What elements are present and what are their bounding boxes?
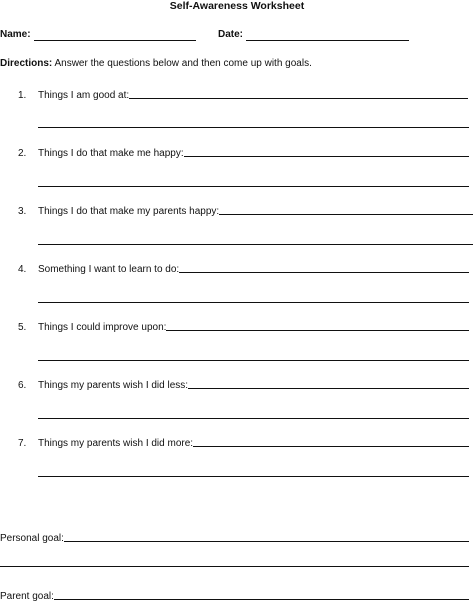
directions-label: Directions: [0,58,53,69]
question-number: 3. [18,206,27,217]
personal-goal [0,530,469,544]
answer-line[interactable] [184,156,469,157]
question-text: Things I do that make me happy: [38,148,184,159]
question-number: 4. [18,264,27,275]
answer-line-extra[interactable] [38,302,469,303]
worksheet-title: Self-Awareness Worksheet [169,0,305,12]
question-5 [18,319,469,333]
question-number: 5. [18,322,27,333]
question-text: Something I want to learn to do: [38,264,180,275]
directions-text: Answer the questions below and then come up with goals. [54,58,312,69]
answer-line-extra[interactable] [38,418,469,419]
question-3 [18,203,473,217]
personal-goal-line[interactable] [64,541,469,542]
answer-line[interactable] [193,446,469,447]
answer-line-extra[interactable] [38,476,469,477]
date-field[interactable] [246,40,409,41]
directions [0,58,312,70]
question-4 [18,261,469,275]
question-number: 6. [18,380,27,391]
question-7 [18,435,469,449]
answer-line[interactable] [219,214,473,215]
question-text: Things I could improve upon: [38,322,167,333]
answer-line-extra[interactable] [38,186,469,187]
answer-line-extra[interactable] [38,244,473,245]
parent-goal [0,588,469,602]
question-text: Things my parents wish I did more: [38,438,194,449]
answer-line[interactable] [129,98,468,99]
answer-line[interactable] [188,388,469,389]
question-number: 1. [18,90,27,101]
answer-line-extra[interactable] [38,127,469,128]
question-text: Things my parents wish I did less: [38,380,189,391]
question-1 [18,87,468,101]
parent-goal-label: Parent goal: [0,591,54,602]
question-text: Things I am good at: [38,90,130,101]
answer-line[interactable] [166,330,469,331]
parent-goal-line[interactable] [54,599,469,600]
answer-line[interactable] [179,272,469,273]
name-label: Name: [0,29,31,40]
answer-line-extra[interactable] [38,360,469,361]
question-number: 7. [18,438,27,449]
question-2 [18,145,469,159]
question-text: Things I do that make my parents happy: [38,206,220,217]
personal-goal-label: Personal goal: [0,533,64,544]
personal-goal-line-extra[interactable] [0,566,469,567]
question-6 [18,377,469,391]
name-field[interactable] [34,40,196,41]
date-label: Date: [218,29,244,40]
question-number: 2. [18,148,27,159]
